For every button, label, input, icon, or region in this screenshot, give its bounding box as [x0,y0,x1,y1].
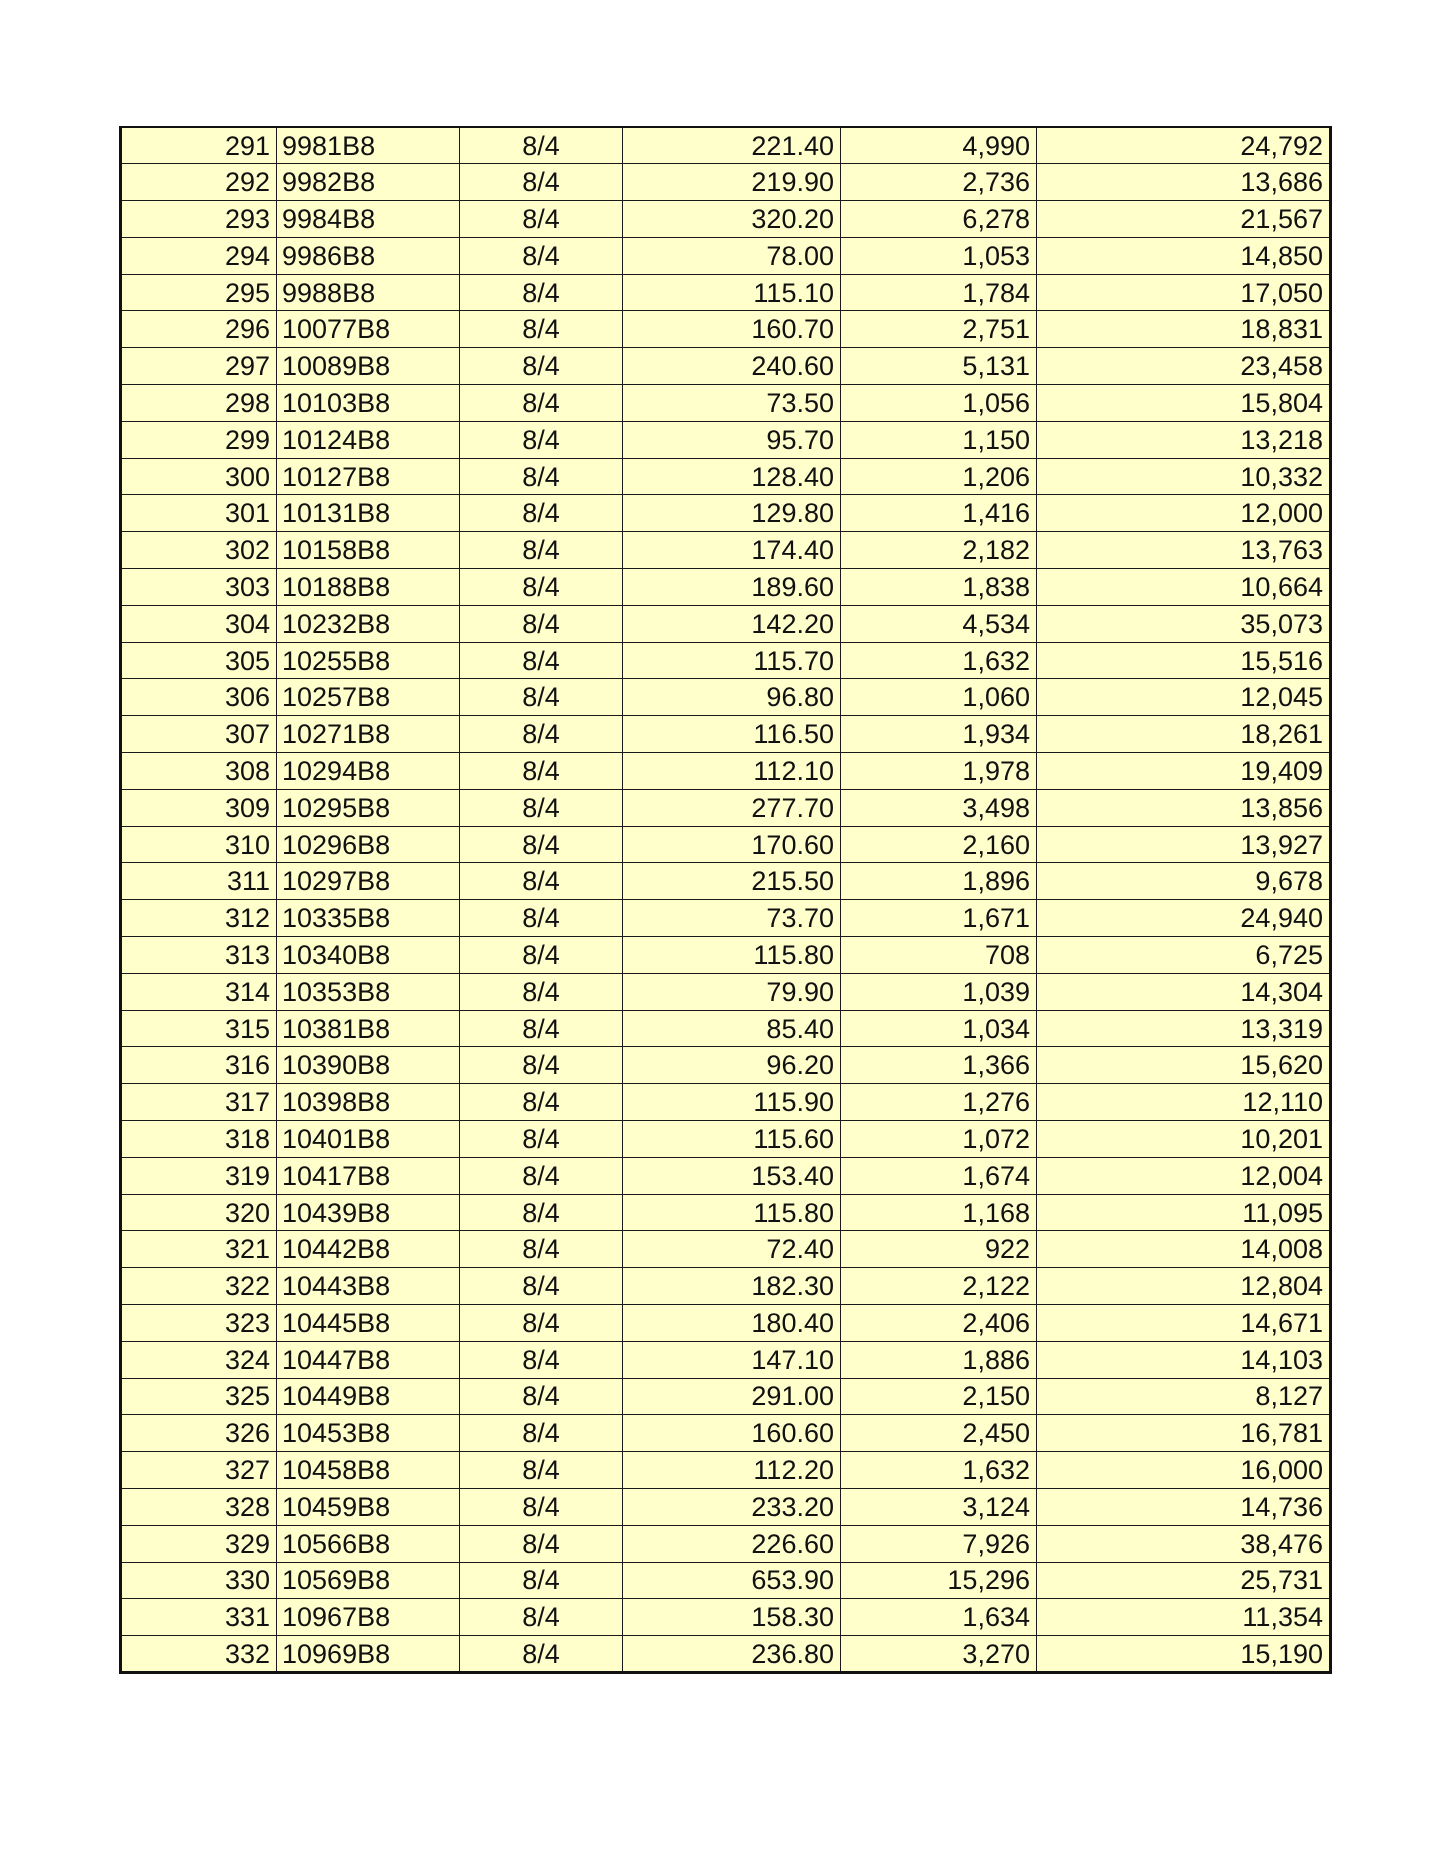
measure-b-cell: 3,124 [841,1488,1037,1525]
thickness-cell: 8/4 [460,973,623,1010]
table-row [121,421,1331,458]
table-row [121,716,1331,753]
measure-a-cell: 73.50 [623,385,841,422]
measure-c-cell: 21,567 [1037,201,1331,238]
measure-c-cell: 18,261 [1037,716,1331,753]
table-row [121,201,1331,238]
thickness-cell: 8/4 [460,826,623,863]
measure-c-cell: 10,664 [1037,569,1331,606]
measure-a-cell: 115.10 [623,274,841,311]
measure-a-cell: 653.90 [623,1562,841,1599]
row-number-cell: 303 [121,569,277,606]
thickness-cell: 8/4 [460,863,623,900]
thickness-cell: 8/4 [460,348,623,385]
row-number-cell: 320 [121,1194,277,1231]
measure-a-cell: 96.80 [623,679,841,716]
measure-c-cell: 12,045 [1037,679,1331,716]
table-row [121,937,1331,974]
measure-b-cell: 1,784 [841,274,1037,311]
measure-b-cell: 6,278 [841,201,1037,238]
measure-c-cell: 13,927 [1037,826,1331,863]
row-number-cell: 301 [121,495,277,532]
thickness-cell: 8/4 [460,311,623,348]
measure-c-cell: 14,850 [1037,237,1331,274]
table-row [121,1231,1331,1268]
item-code-cell: 10131B8 [277,495,460,532]
measure-b-cell: 1,034 [841,1010,1037,1047]
measure-a-cell: 73.70 [623,900,841,937]
measure-b-cell: 4,534 [841,605,1037,642]
thickness-cell: 8/4 [460,900,623,937]
measure-a-cell: 174.40 [623,532,841,569]
row-number-cell: 328 [121,1488,277,1525]
measure-b-cell: 2,182 [841,532,1037,569]
table-row [121,1121,1331,1158]
measure-c-cell: 14,103 [1037,1341,1331,1378]
item-code-cell: 10188B8 [277,569,460,606]
measure-c-cell: 10,332 [1037,458,1331,495]
measure-b-cell: 2,150 [841,1378,1037,1415]
measure-a-cell: 147.10 [623,1341,841,1378]
measure-a-cell: 320.20 [623,201,841,238]
table-row [121,1415,1331,1452]
measure-c-cell: 9,678 [1037,863,1331,900]
table-row [121,605,1331,642]
measure-b-cell: 1,072 [841,1121,1037,1158]
measure-a-cell: 226.60 [623,1525,841,1562]
row-number-cell: 299 [121,421,277,458]
row-number-cell: 294 [121,237,277,274]
measure-c-cell: 13,319 [1037,1010,1331,1047]
item-code-cell: 10398B8 [277,1084,460,1121]
table-row [121,1599,1331,1636]
measure-a-cell: 115.80 [623,937,841,974]
thickness-cell: 8/4 [460,1415,623,1452]
measure-c-cell: 6,725 [1037,937,1331,974]
row-number-cell: 331 [121,1599,277,1636]
row-number-cell: 293 [121,201,277,238]
row-number-cell: 307 [121,716,277,753]
row-number-cell: 324 [121,1341,277,1378]
row-number-cell: 305 [121,642,277,679]
table-row [121,973,1331,1010]
measure-b-cell: 5,131 [841,348,1037,385]
item-code-cell: 10417B8 [277,1157,460,1194]
table-row [121,1378,1331,1415]
measure-a-cell: 142.20 [623,605,841,642]
measure-c-cell: 11,354 [1037,1599,1331,1636]
measure-b-cell: 7,926 [841,1525,1037,1562]
measure-b-cell: 1,634 [841,1599,1037,1636]
thickness-cell: 8/4 [460,1268,623,1305]
row-number-cell: 298 [121,385,277,422]
measure-b-cell: 1,206 [841,458,1037,495]
measure-a-cell: 96.20 [623,1047,841,1084]
row-number-cell: 300 [121,458,277,495]
measure-c-cell: 17,050 [1037,274,1331,311]
measure-a-cell: 219.90 [623,164,841,201]
item-code-cell: 10459B8 [277,1488,460,1525]
table-row [121,1636,1331,1673]
measure-c-cell: 16,781 [1037,1415,1331,1452]
measure-c-cell: 14,008 [1037,1231,1331,1268]
item-code-cell: 10401B8 [277,1121,460,1158]
row-number-cell: 314 [121,973,277,1010]
thickness-cell: 8/4 [460,1305,623,1342]
measure-b-cell: 1,896 [841,863,1037,900]
measure-c-cell: 13,856 [1037,789,1331,826]
measure-c-cell: 13,763 [1037,532,1331,569]
measure-b-cell: 2,122 [841,1268,1037,1305]
measure-b-cell: 2,450 [841,1415,1037,1452]
measure-a-cell: 112.20 [623,1452,841,1489]
table-row [121,1305,1331,1342]
thickness-cell: 8/4 [460,1084,623,1121]
row-number-cell: 313 [121,937,277,974]
row-number-cell: 323 [121,1305,277,1342]
thickness-cell: 8/4 [460,1010,623,1047]
measure-c-cell: 8,127 [1037,1378,1331,1415]
item-code-cell: 10232B8 [277,605,460,642]
row-number-cell: 322 [121,1268,277,1305]
row-number-cell: 315 [121,1010,277,1047]
thickness-cell: 8/4 [460,458,623,495]
measure-c-cell: 24,940 [1037,900,1331,937]
measure-a-cell: 85.40 [623,1010,841,1047]
measure-b-cell: 1,886 [841,1341,1037,1378]
measure-b-cell: 1,053 [841,237,1037,274]
measure-c-cell: 35,073 [1037,605,1331,642]
item-code-cell: 10124B8 [277,421,460,458]
row-number-cell: 309 [121,789,277,826]
row-number-cell: 326 [121,1415,277,1452]
thickness-cell: 8/4 [460,1525,623,1562]
table-row [121,1194,1331,1231]
row-number-cell: 304 [121,605,277,642]
item-code-cell: 10458B8 [277,1452,460,1489]
item-code-cell: 10381B8 [277,1010,460,1047]
item-code-cell: 10439B8 [277,1194,460,1231]
measure-a-cell: 170.60 [623,826,841,863]
measure-b-cell: 1,039 [841,973,1037,1010]
measure-b-cell: 1,150 [841,421,1037,458]
row-number-cell: 321 [121,1231,277,1268]
item-code-cell: 10453B8 [277,1415,460,1452]
measure-a-cell: 115.90 [623,1084,841,1121]
thickness-cell: 8/4 [460,164,623,201]
measure-c-cell: 12,804 [1037,1268,1331,1305]
item-code-cell: 10335B8 [277,900,460,937]
item-code-cell: 10353B8 [277,973,460,1010]
row-number-cell: 310 [121,826,277,863]
measure-c-cell: 12,110 [1037,1084,1331,1121]
measure-a-cell: 128.40 [623,458,841,495]
measure-c-cell: 18,831 [1037,311,1331,348]
data-table [119,126,1332,1674]
item-code-cell: 9986B8 [277,237,460,274]
measure-c-cell: 10,201 [1037,1121,1331,1158]
measure-c-cell: 19,409 [1037,753,1331,790]
table-row [121,1562,1331,1599]
table-row [121,495,1331,532]
item-code-cell: 10442B8 [277,1231,460,1268]
row-number-cell: 297 [121,348,277,385]
item-code-cell: 10294B8 [277,753,460,790]
item-code-cell: 10127B8 [277,458,460,495]
measure-a-cell: 240.60 [623,348,841,385]
measure-c-cell: 15,620 [1037,1047,1331,1084]
thickness-cell: 8/4 [460,1194,623,1231]
item-code-cell: 9988B8 [277,274,460,311]
thickness-cell: 8/4 [460,1047,623,1084]
row-number-cell: 332 [121,1636,277,1673]
item-code-cell: 10569B8 [277,1562,460,1599]
table-row [121,532,1331,569]
row-number-cell: 295 [121,274,277,311]
measure-b-cell: 15,296 [841,1562,1037,1599]
table-row [121,385,1331,422]
measure-c-cell: 11,095 [1037,1194,1331,1231]
measure-a-cell: 277.70 [623,789,841,826]
table-row [121,1010,1331,1047]
measure-b-cell: 2,736 [841,164,1037,201]
table-row [121,1488,1331,1525]
measure-c-cell: 25,731 [1037,1562,1331,1599]
measure-c-cell: 15,516 [1037,642,1331,679]
measure-a-cell: 78.00 [623,237,841,274]
table-row [121,274,1331,311]
item-code-cell: 10089B8 [277,348,460,385]
item-code-cell: 10077B8 [277,311,460,348]
table-row [121,1268,1331,1305]
measure-b-cell: 3,270 [841,1636,1037,1673]
row-number-cell: 329 [121,1525,277,1562]
row-number-cell: 318 [121,1121,277,1158]
thickness-cell: 8/4 [460,716,623,753]
measure-b-cell: 1,276 [841,1084,1037,1121]
measure-c-cell: 13,218 [1037,421,1331,458]
thickness-cell: 8/4 [460,495,623,532]
measure-a-cell: 129.80 [623,495,841,532]
item-code-cell: 10297B8 [277,863,460,900]
measure-a-cell: 215.50 [623,863,841,900]
measure-a-cell: 153.40 [623,1157,841,1194]
measure-a-cell: 79.90 [623,973,841,1010]
thickness-cell: 8/4 [460,1231,623,1268]
row-number-cell: 308 [121,753,277,790]
item-code-cell: 10103B8 [277,385,460,422]
measure-b-cell: 708 [841,937,1037,974]
measure-c-cell: 38,476 [1037,1525,1331,1562]
measure-c-cell: 14,671 [1037,1305,1331,1342]
table-row [121,753,1331,790]
row-number-cell: 330 [121,1562,277,1599]
row-number-cell: 325 [121,1378,277,1415]
table-row [121,569,1331,606]
measure-b-cell: 1,168 [841,1194,1037,1231]
thickness-cell: 8/4 [460,1636,623,1673]
thickness-cell: 8/4 [460,274,623,311]
thickness-cell: 8/4 [460,1121,623,1158]
thickness-cell: 8/4 [460,201,623,238]
measure-a-cell: 233.20 [623,1488,841,1525]
table-row [121,900,1331,937]
measure-c-cell: 15,190 [1037,1636,1331,1673]
measure-b-cell: 1,674 [841,1157,1037,1194]
thickness-cell: 8/4 [460,937,623,974]
item-code-cell: 9982B8 [277,164,460,201]
row-number-cell: 327 [121,1452,277,1489]
thickness-cell: 8/4 [460,1341,623,1378]
measure-a-cell: 189.60 [623,569,841,606]
table-row [121,789,1331,826]
table-row [121,826,1331,863]
item-code-cell: 10255B8 [277,642,460,679]
thickness-cell: 8/4 [460,1157,623,1194]
table-row [121,1084,1331,1121]
measure-b-cell: 1,416 [841,495,1037,532]
row-number-cell: 292 [121,164,277,201]
item-code-cell: 10340B8 [277,937,460,974]
measure-b-cell: 1,934 [841,716,1037,753]
item-code-cell: 10271B8 [277,716,460,753]
thickness-cell: 8/4 [460,1599,623,1636]
thickness-cell: 8/4 [460,789,623,826]
table-row [121,1452,1331,1489]
row-number-cell: 306 [121,679,277,716]
measure-a-cell: 72.40 [623,1231,841,1268]
item-code-cell: 10447B8 [277,1341,460,1378]
measure-b-cell: 2,160 [841,826,1037,863]
table-row [121,348,1331,385]
measure-a-cell: 236.80 [623,1636,841,1673]
measure-b-cell: 2,406 [841,1305,1037,1342]
row-number-cell: 296 [121,311,277,348]
thickness-cell: 8/4 [460,642,623,679]
item-code-cell: 10257B8 [277,679,460,716]
measure-b-cell: 1,978 [841,753,1037,790]
table-row [121,642,1331,679]
measure-c-cell: 23,458 [1037,348,1331,385]
item-code-cell: 10158B8 [277,532,460,569]
measure-a-cell: 115.60 [623,1121,841,1158]
measure-a-cell: 221.40 [623,127,841,164]
item-code-cell: 10390B8 [277,1047,460,1084]
table-row [121,1047,1331,1084]
thickness-cell: 8/4 [460,385,623,422]
measure-a-cell: 158.30 [623,1599,841,1636]
thickness-cell: 8/4 [460,605,623,642]
item-code-cell: 10443B8 [277,1268,460,1305]
measure-b-cell: 922 [841,1231,1037,1268]
measure-c-cell: 24,792 [1037,127,1331,164]
measure-b-cell: 4,990 [841,127,1037,164]
measure-b-cell: 3,498 [841,789,1037,826]
measure-b-cell: 1,366 [841,1047,1037,1084]
thickness-cell: 8/4 [460,1488,623,1525]
measure-a-cell: 160.60 [623,1415,841,1452]
row-number-cell: 316 [121,1047,277,1084]
measure-c-cell: 12,000 [1037,495,1331,532]
table-row [121,1341,1331,1378]
thickness-cell: 8/4 [460,237,623,274]
measure-a-cell: 112.10 [623,753,841,790]
row-number-cell: 311 [121,863,277,900]
measure-a-cell: 160.70 [623,311,841,348]
row-number-cell: 291 [121,127,277,164]
row-number-cell: 302 [121,532,277,569]
item-code-cell: 10967B8 [277,1599,460,1636]
thickness-cell: 8/4 [460,753,623,790]
item-code-cell: 9981B8 [277,127,460,164]
table-row [121,458,1331,495]
measure-b-cell: 1,060 [841,679,1037,716]
table-row [121,679,1331,716]
measure-b-cell: 1,632 [841,642,1037,679]
table-row [121,311,1331,348]
measure-a-cell: 116.50 [623,716,841,753]
row-number-cell: 317 [121,1084,277,1121]
item-code-cell: 10295B8 [277,789,460,826]
item-code-cell: 10969B8 [277,1636,460,1673]
measure-c-cell: 14,736 [1037,1488,1331,1525]
measure-a-cell: 180.40 [623,1305,841,1342]
thickness-cell: 8/4 [460,569,623,606]
item-code-cell: 10296B8 [277,826,460,863]
table-row [121,237,1331,274]
measure-a-cell: 115.80 [623,1194,841,1231]
table-row [121,863,1331,900]
thickness-cell: 8/4 [460,532,623,569]
table-row [121,127,1331,164]
thickness-cell: 8/4 [460,421,623,458]
thickness-cell: 8/4 [460,1378,623,1415]
table-row [121,1157,1331,1194]
measure-c-cell: 14,304 [1037,973,1331,1010]
row-number-cell: 312 [121,900,277,937]
measure-b-cell: 1,671 [841,900,1037,937]
item-code-cell: 10566B8 [277,1525,460,1562]
measure-a-cell: 115.70 [623,642,841,679]
table-body [121,127,1331,1672]
measure-c-cell: 15,804 [1037,385,1331,422]
measure-b-cell: 2,751 [841,311,1037,348]
measure-c-cell: 12,004 [1037,1157,1331,1194]
item-code-cell: 10449B8 [277,1378,460,1415]
item-code-cell: 10445B8 [277,1305,460,1342]
measure-a-cell: 182.30 [623,1268,841,1305]
thickness-cell: 8/4 [460,1452,623,1489]
measure-b-cell: 1,056 [841,385,1037,422]
measure-a-cell: 291.00 [623,1378,841,1415]
measure-b-cell: 1,838 [841,569,1037,606]
thickness-cell: 8/4 [460,1562,623,1599]
thickness-cell: 8/4 [460,127,623,164]
measure-a-cell: 95.70 [623,421,841,458]
thickness-cell: 8/4 [460,679,623,716]
item-code-cell: 9984B8 [277,201,460,238]
row-number-cell: 319 [121,1157,277,1194]
table-row [121,1525,1331,1562]
measure-b-cell: 1,632 [841,1452,1037,1489]
measure-c-cell: 16,000 [1037,1452,1331,1489]
table-row [121,164,1331,201]
measure-c-cell: 13,686 [1037,164,1331,201]
